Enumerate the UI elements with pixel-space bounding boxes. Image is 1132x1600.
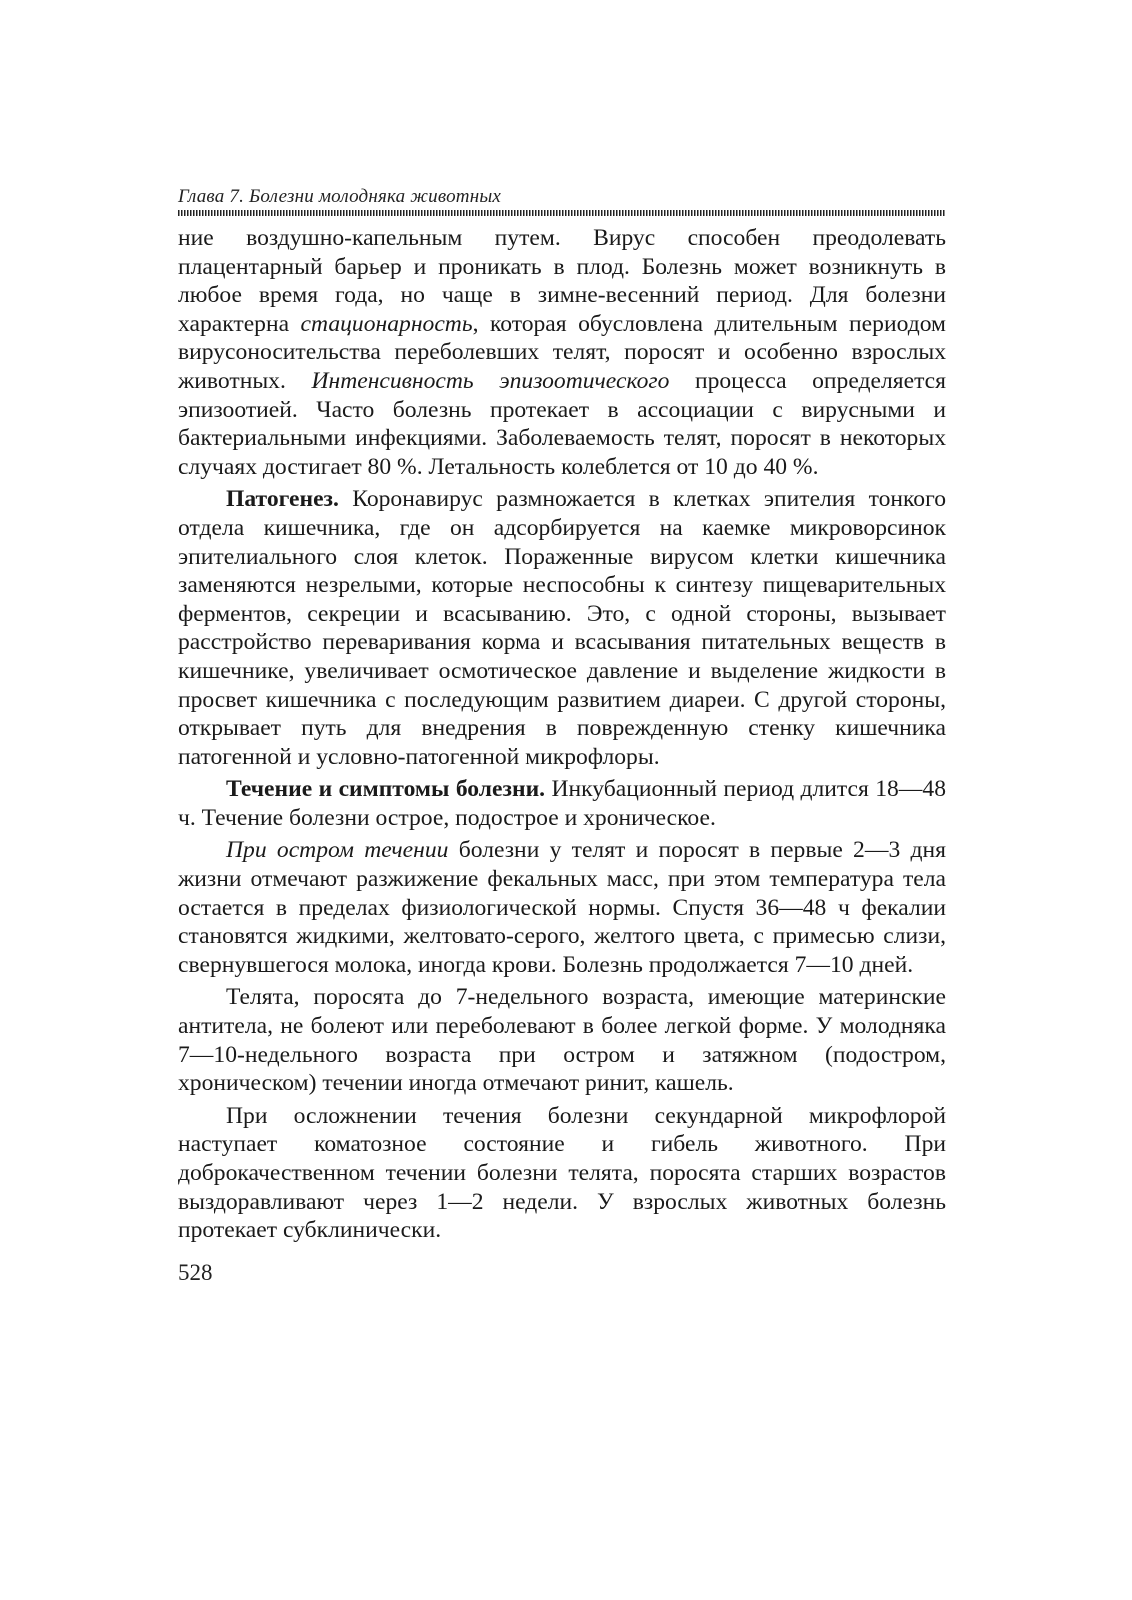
header-rule xyxy=(178,210,946,216)
italic-term: При остром течении xyxy=(226,837,449,864)
body-text xyxy=(178,224,946,1245)
paragraph-acute-course xyxy=(178,836,946,979)
paragraph-course-symptoms xyxy=(178,775,946,832)
paragraph-complications xyxy=(178,1102,946,1245)
paragraph-epizootology xyxy=(178,224,946,481)
section-heading: Течение и симптомы болезни. xyxy=(226,776,546,803)
paragraph-pathogenesis xyxy=(178,485,946,771)
paragraph-text: процесса определяется эпизоотией. Часто болезнь протекает в ассоциации с вирусными и бактериальными инфекциями. Заболеваемость телят, поросят в некоторых случаях достигает 80 %. Летальность колеблется от 10 до 40 %. xyxy=(178,367,947,480)
italic-term: Интенсивность эпизоотического xyxy=(311,367,670,394)
paragraph-maternal-antibodies xyxy=(178,983,946,1097)
paragraph-text: , которая обусловлена длительным периодом вирусоносительства переболевших телят, поросят и особенно взрослых животных. xyxy=(178,310,946,394)
running-title: Глава 7. Болезни молодняка животных xyxy=(178,186,502,207)
paragraph-text: ние воздушно-капельным путем. Вирус способен преодолевать плацентарный барьер и проникать в плод. Болезнь может возникнуть в любое время года, но чаще в зимне-весенний период. Для болезни характерна xyxy=(178,225,946,337)
book-page xyxy=(178,186,946,1287)
paragraph-text: Телята, поросята до 7-недельного возраста, имеющие материнские антитела, не болеют или переболевают в более легкой форме. У молодняка 7—10-недельного возраста при остром и затяжном (подостром, хроническом) течении иногда отмечают ринит, кашель. xyxy=(178,984,946,1097)
italic-term: стационарность xyxy=(300,310,473,337)
paragraph-text: Инкубационный период длится 18—48 ч. Течение болезни острое, подострое и хроническое. xyxy=(178,776,946,831)
paragraph-text: болезни у телят и поросят в первые 2—3 дня жизни отмечают разжижение фекальных масс, при этом температура тела остается в пределах физиологической нормы. Спустя 36—48 ч фекалии становятся жидкими, желтовато-серого, желтого цвета, с примесью слизи, свернувшегося молока, иногда крови. Болезнь продолжается 7—10 дней. xyxy=(178,837,946,978)
paragraph-text: Коронавирус размножается в клетках эпителия тонкого отдела кишечника, где он адсорбируется на каемке микроворсинок эпителиального слоя клеток. Пораженные вирусом клетки кишечника заменяются незрелыми, которые неспособны к синтезу пищеварительных ферментов, секреции и всасыванию. Это, с одной стороны, вызывает расстройство переваривания корма и всасывания питательных веществ в кишечнике, увеличивает осмотическое давление и выделение жидкости в просвет кишечника с последующим развитием диареи. С другой стороны, открывает путь для внедрения в поврежденную стенку кишечника патогенной и условно-патогенной микрофлоры. xyxy=(178,486,946,770)
section-heading: Патогенез. xyxy=(226,486,339,513)
page-number: 528 xyxy=(178,1259,213,1285)
paragraph-text: При осложнении течения болезни секундарной микрофлорой наступает коматозное состояние и гибель животного. При доброкачественном течении болезни телята, поросята старших возрастов выздоравливают через 1—2 недели. У взрослых животных болезнь протекает субклинически. xyxy=(178,1102,946,1244)
